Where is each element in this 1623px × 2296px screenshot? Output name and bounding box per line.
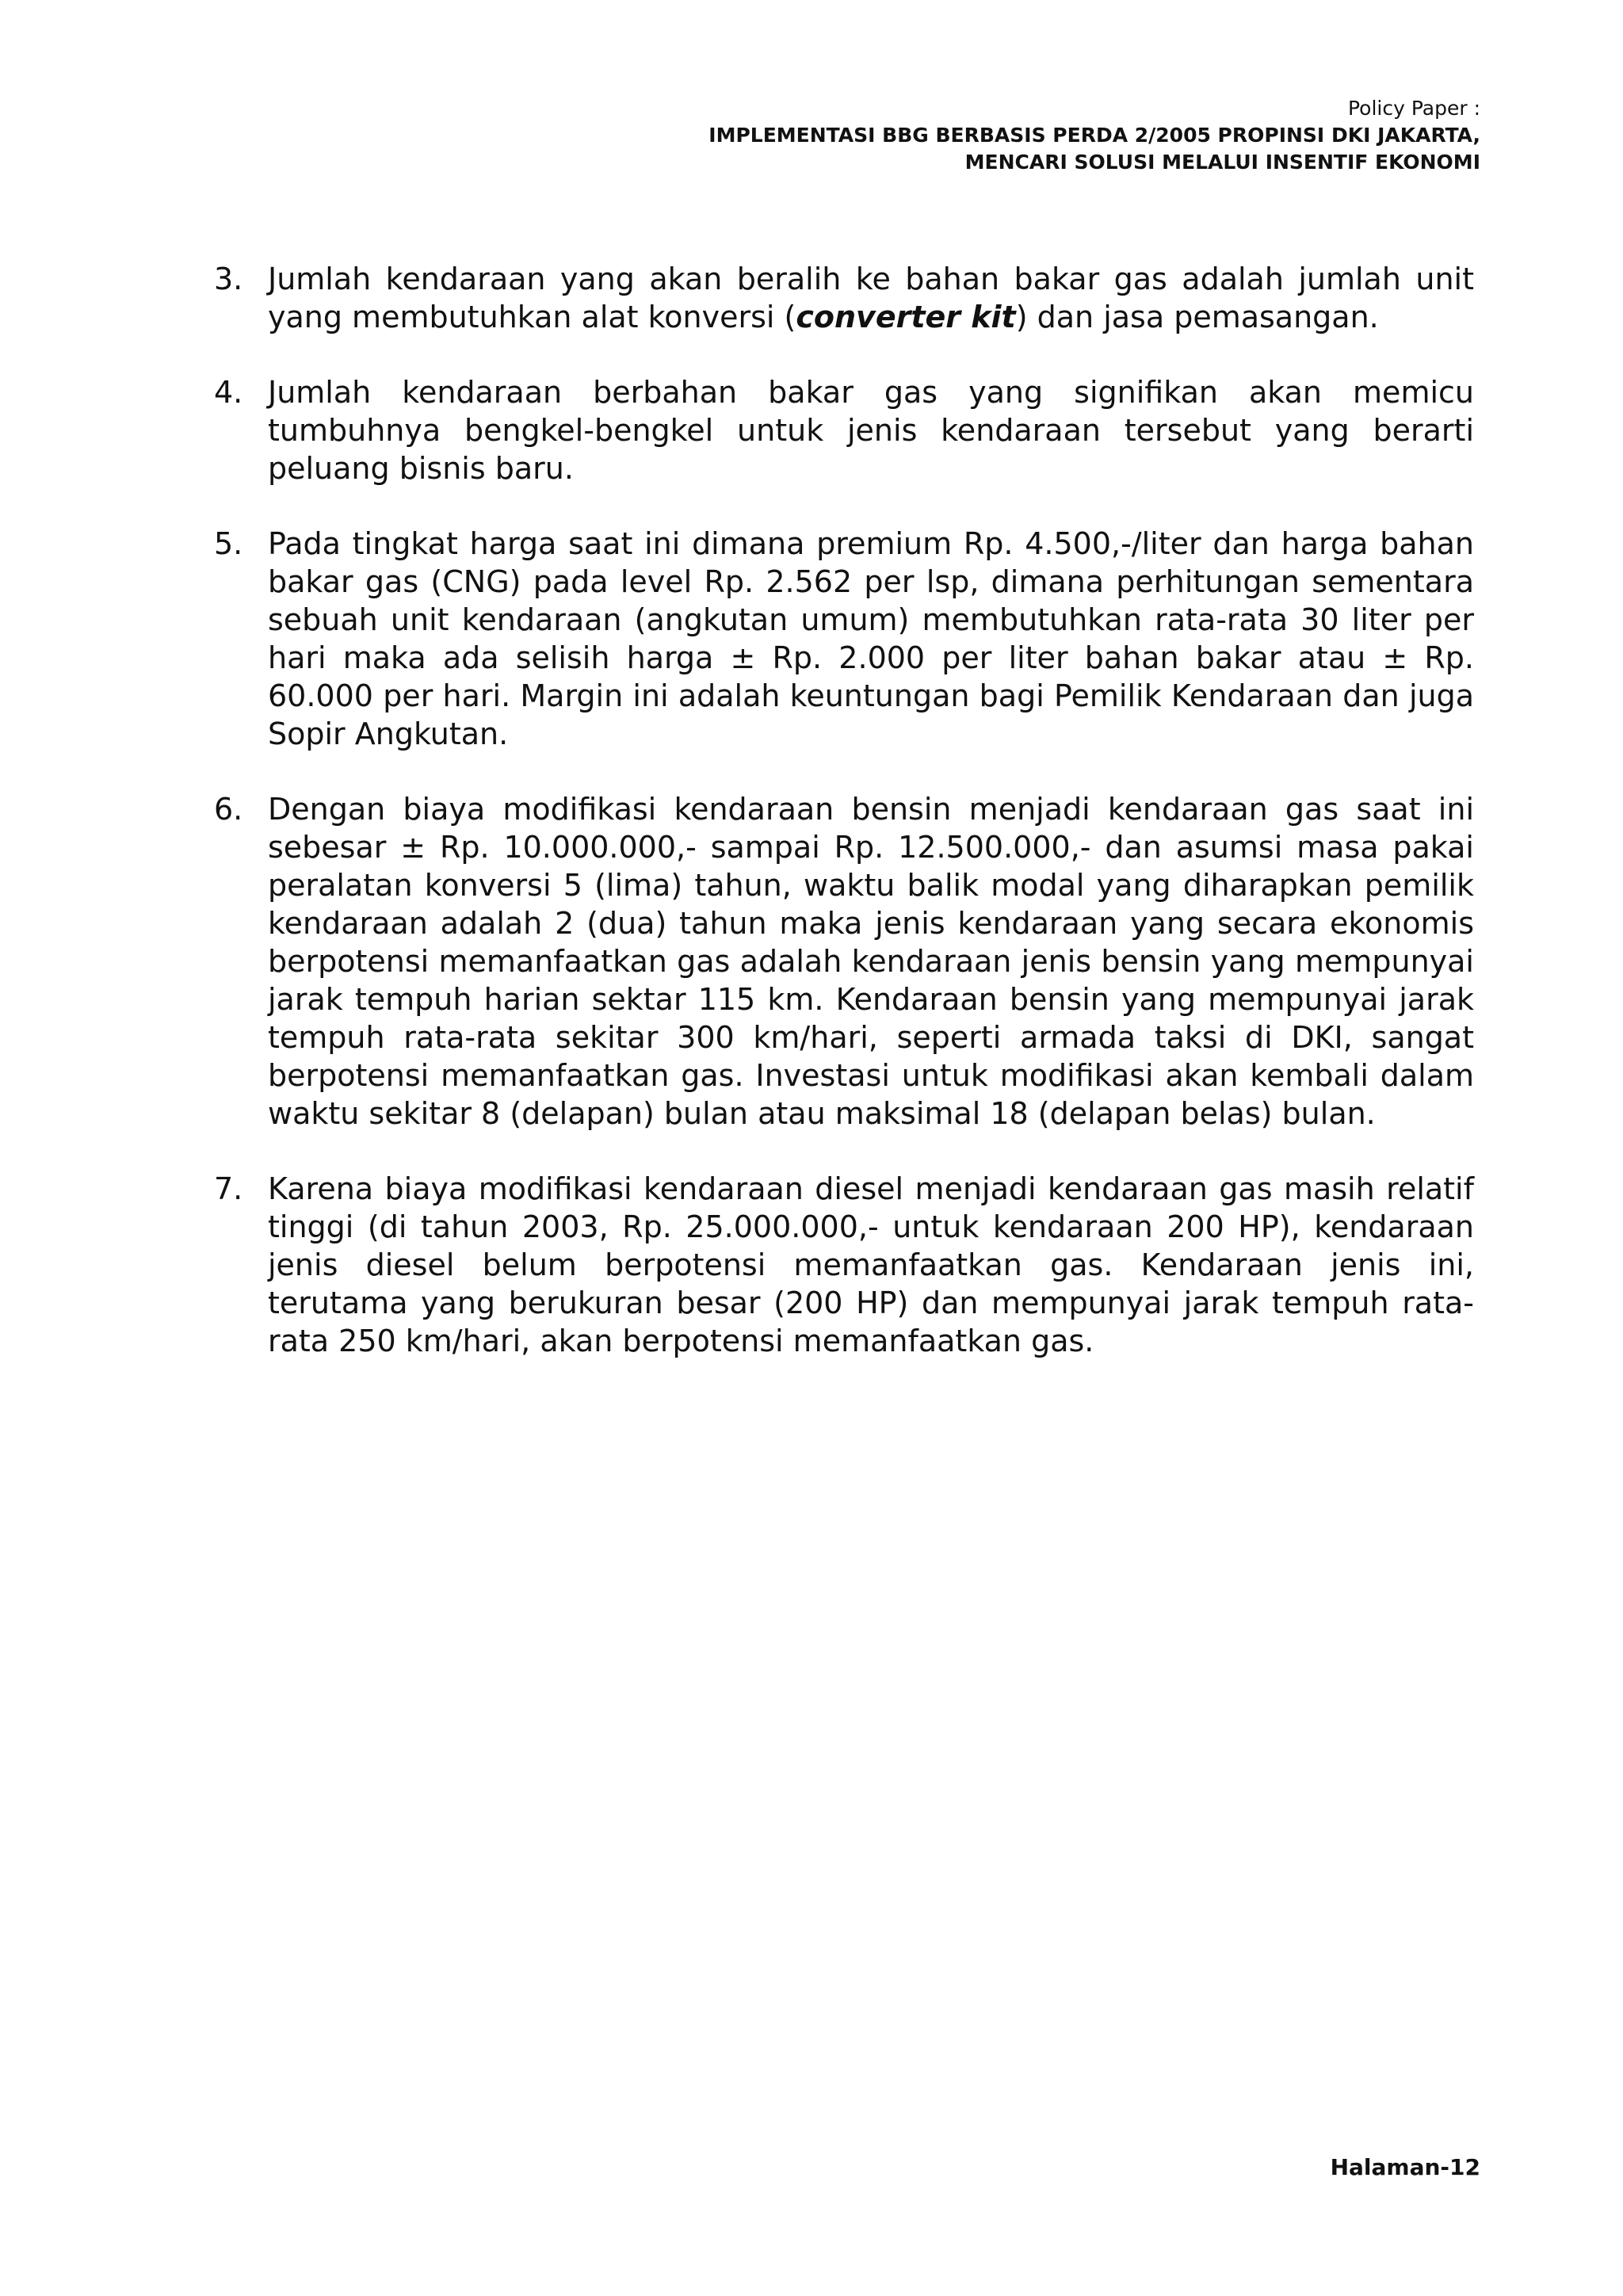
list-item [214, 790, 1474, 1133]
list-item-number: 4. [214, 375, 243, 410]
page-number: Halaman-12 [1330, 2154, 1480, 2180]
emphasis-term: converter kit [796, 300, 1016, 334]
list-item-text [268, 260, 1474, 336]
list-item-text: Pada tingkat harga saat ini dimana premium Rp. 4.500,-/liter dan harga bahan bakar gas (CNG) pada level Rp. 2.562 per lsp, dimana perhitungan sementara sebuah unit kendaraan (angkutan umum) membutuhkan rata-rata 30 liter per hari maka ada selisih harga ± Rp. 2.000 per liter bahan bakar atau ± Rp. 60.000 per hari. Margin ini adalah keuntungan bagi Pemilik Kendaraan dan juga Sopir Angkutan. [268, 526, 1474, 751]
list-item-text: Karena biaya modifikasi kendaraan diesel menjadi kendaraan gas masih relatif tinggi (di tahun 2003, Rp. 25.000.000,- untuk kendaraan 200 HP), kendaraan jenis diesel belum berpotensi memanfaatkan gas. Kendaraan jenis ini, terutama yang berukuran besar (200 HP) dan mempunyai jarak tempuh rata-rata 250 km/hari, akan berpotensi memanfaatkan gas. [268, 1171, 1474, 1358]
list-item [214, 1170, 1474, 1360]
list-item [214, 260, 1474, 336]
list-item [214, 373, 1474, 487]
list-item [214, 525, 1474, 753]
list-item-number: 3. [214, 262, 243, 296]
list-item-text: Dengan biaya modifikasi kendaraan bensin menjadi kendaraan gas saat ini sebesar ± Rp. 10.000.000,- sampai Rp. 12.500.000,- dan asumsi masa pakai peralatan konversi 5 (lima) tahun, waktu balik modal yang diharapkan pemilik kendaraan adalah 2 (dua) tahun maka jenis kendaraan yang secara ekonomis berpotensi memanfaatkan gas adalah kendaraan jenis bensin yang mempunyai jarak tempuh harian sektar 115 km. Kendaraan bensin yang mempunyai jarak tempuh rata-rata sekitar 300 km/hari, seperti armada taksi di DKI, sangat berpotensi memanfaatkan gas. Investasi untuk modifikasi akan kembali dalam waktu sekitar 8 (delapan) bulan atau maksimal 18 (delapan belas) bulan. [268, 792, 1474, 1131]
list-item-text-before: Jumlah kendaraan yang akan beralih ke bahan bakar gas adalah jumlah unit yang membutuhkan alat konversi ( [268, 262, 1474, 334]
header-title-line2: MENCARI SOLUSI MELALUI INSENTIF EKONOMI [964, 151, 1480, 174]
list-item-text-after: ) dan jasa pemasangan. [1015, 300, 1379, 334]
list-item-number: 5. [214, 526, 243, 561]
list-item-text: Jumlah kendaraan berbahan bakar gas yang signifikan akan memicu tumbuhnya bengkel-bengkel untuk jenis kendaraan tersebut yang berarti peluang bisnis baru. [268, 375, 1474, 486]
list-item-number: 6. [214, 792, 243, 827]
header-title-line1: IMPLEMENTASI BBG BERBASIS PERDA 2/2005 PROPINSI DKI JAKARTA, [708, 124, 1480, 147]
header-label: Policy Paper : [1347, 97, 1480, 120]
list-item-number: 7. [214, 1171, 243, 1206]
document-body [214, 260, 1474, 1397]
page-header [708, 95, 1480, 176]
